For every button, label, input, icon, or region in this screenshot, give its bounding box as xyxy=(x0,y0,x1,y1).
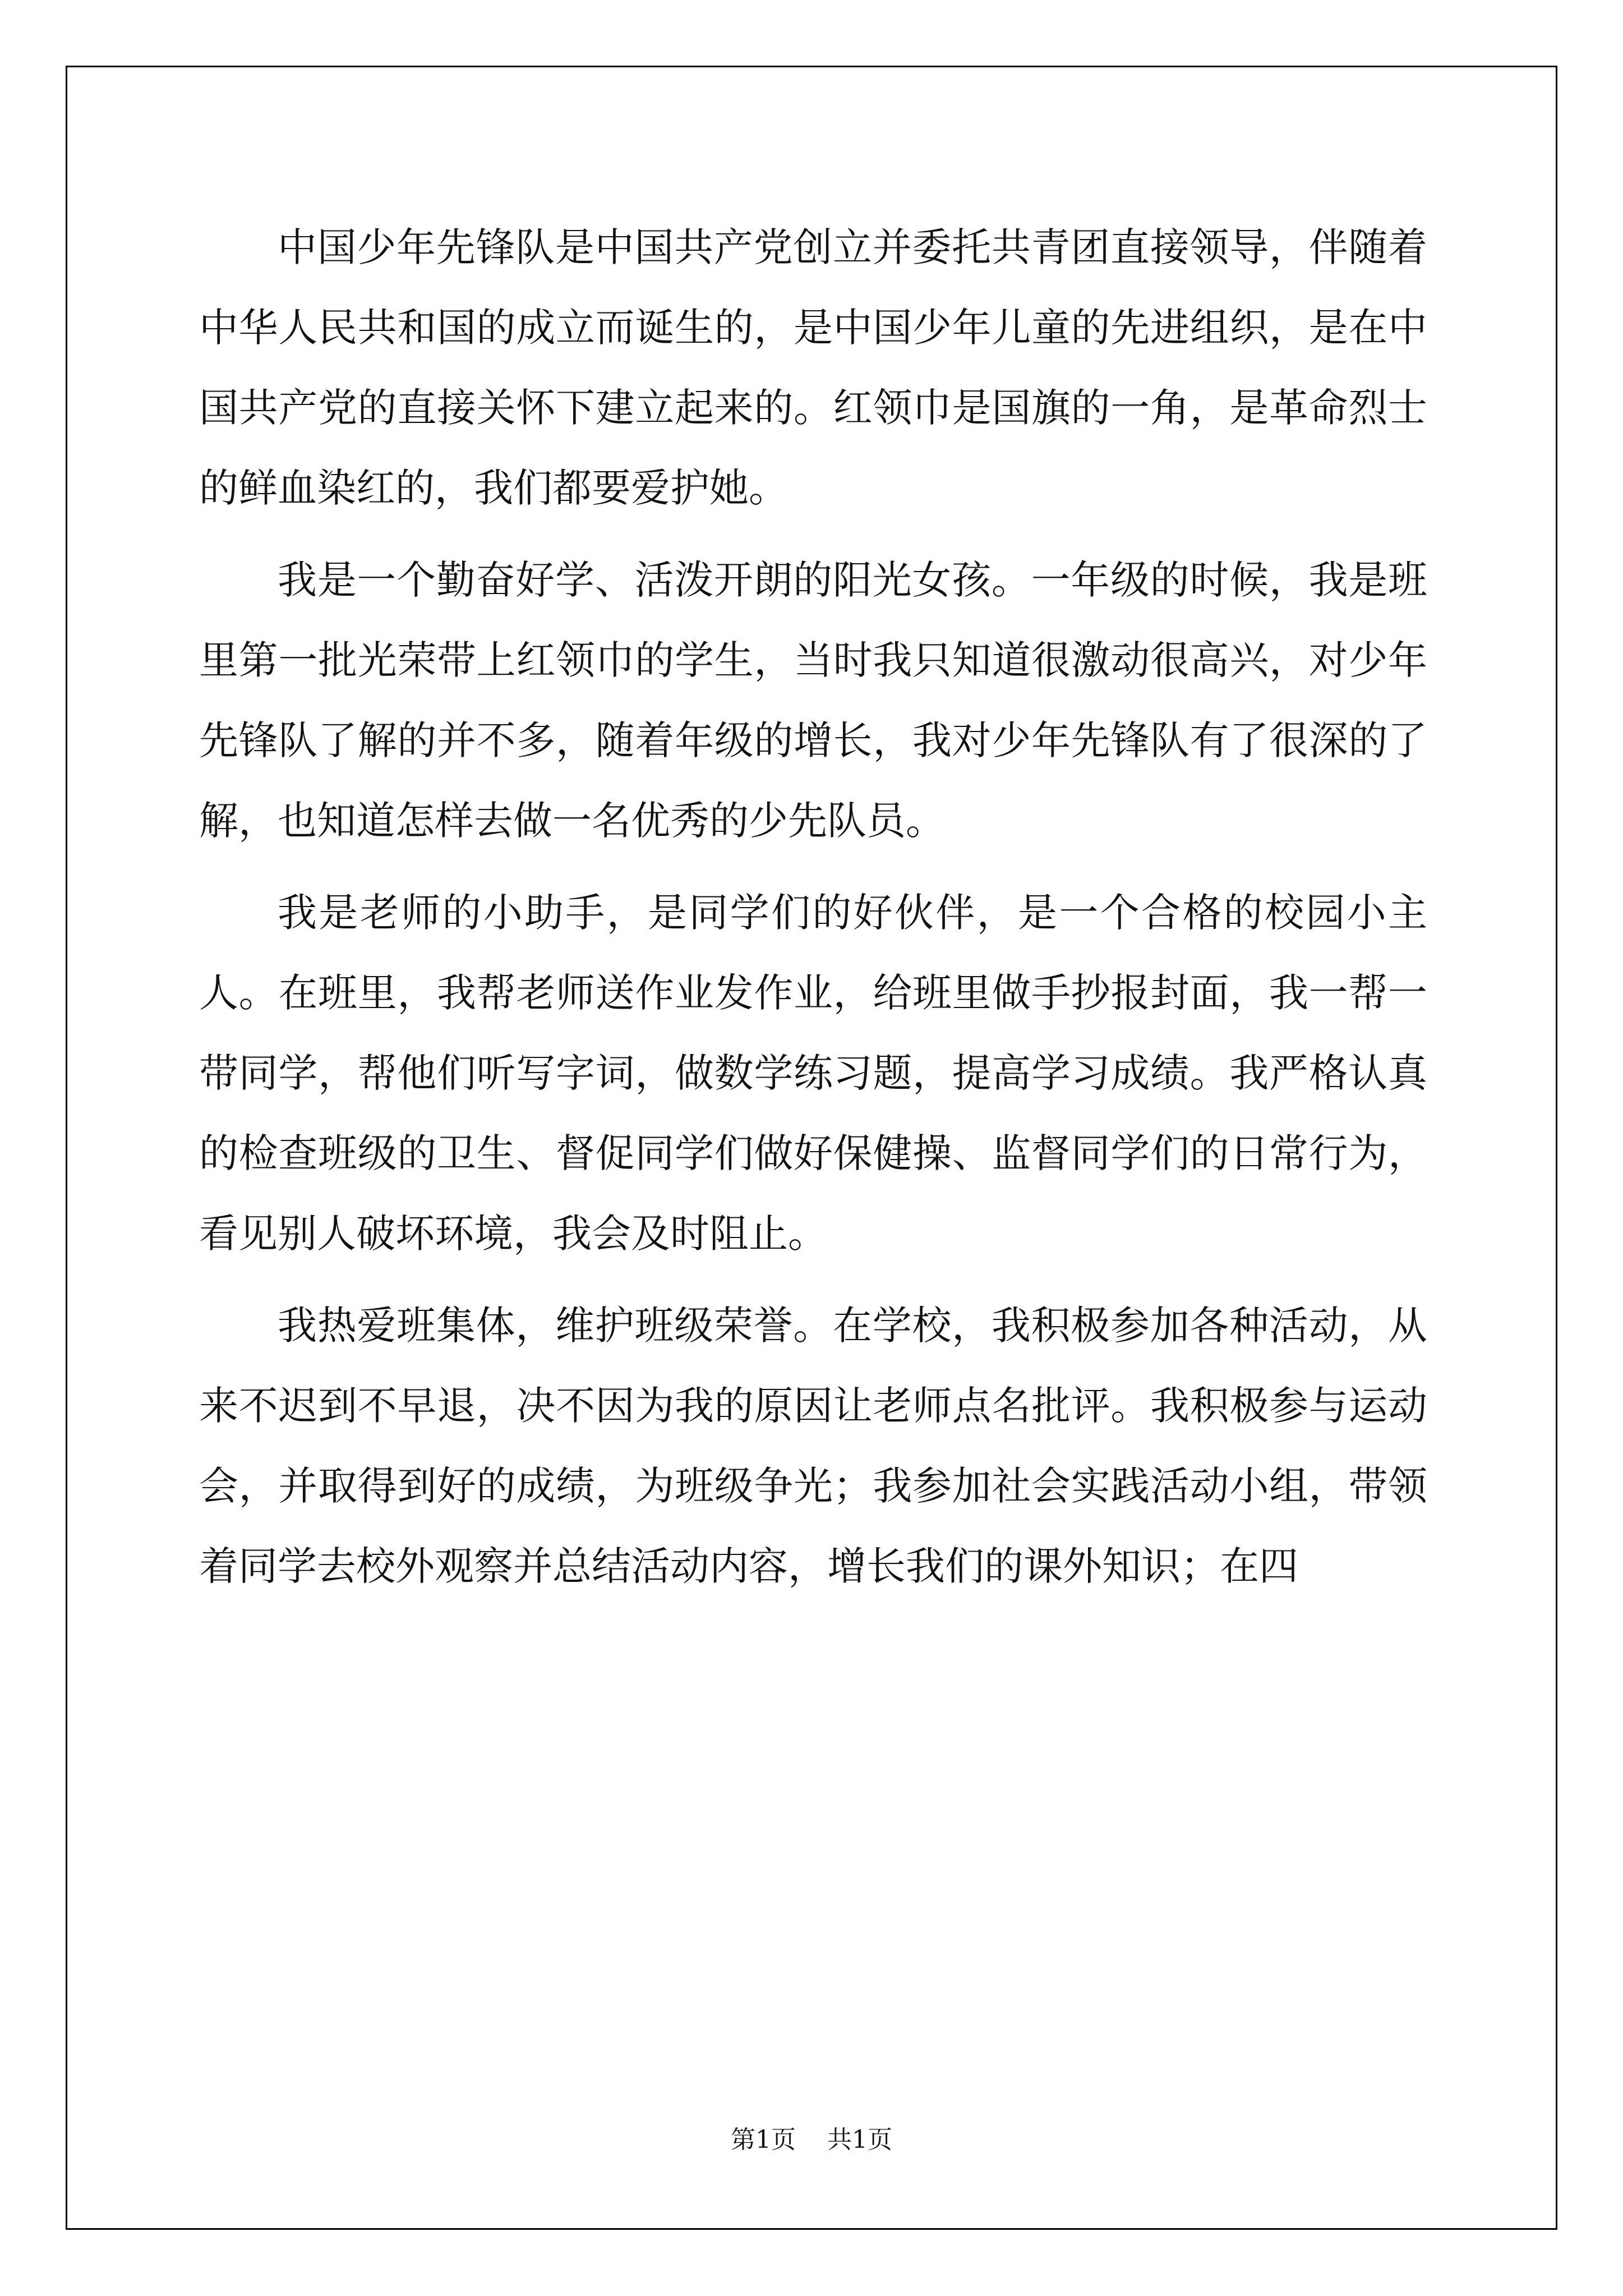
paragraph-2: 我是一个勤奋好学、活泼开朗的阳光女孩。一年级的时候，我是班里第一批光荣带上红领巾的学生，当时我只知道很激动很高兴，对少年先锋队了解的并不多，随着年级的增长，我对少年先锋队有了很深的了解，也知道怎样去做一名优秀的少先队员。 xyxy=(199,557,1427,844)
paragraph-1: 中国少年先锋队是中国共产党创立并委托共青团直接领导，伴随着中华人民共和国的成立而诞生的，是中国少年儿童的先进组织，是在中国共产党的直接关怀下建立起来的。红领巾是国旗的一角，是革命烈士的鲜血染红的，我们都要爱护她。 xyxy=(199,224,1427,511)
document-body xyxy=(199,208,1427,1618)
paragraph-4: 我热爱班集体，维护班级荣誉。在学校，我积极参加各种活动，从来不迟到不早退，决不因为我的原因让老师点名批评。我积极参与运动会，并取得到好的成绩，为班级争光；我参加社会实践活动小组，带领着同学去校外观察并总结活动内容，增长我们的课外知识；在四 xyxy=(199,1303,1427,1589)
page-total: 共1页 xyxy=(827,2125,892,2154)
paragraph-3: 我是老师的小助手，是同学们的好伙伴，是一个合格的校园小主人。在班里，我帮老师送作业发作业，给班里做手抄报封面，我一帮一带同学，帮他们听写字词，做数学练习题，提高学习成绩。我严格认真的检查班级的卫生、督促同学们做好保健操、监督同学们的日常行为，看见别人破坏环境，我会及时阻止。 xyxy=(199,890,1427,1257)
page-number: 第1页 xyxy=(731,2125,796,2154)
page-footer xyxy=(0,2123,1623,2157)
